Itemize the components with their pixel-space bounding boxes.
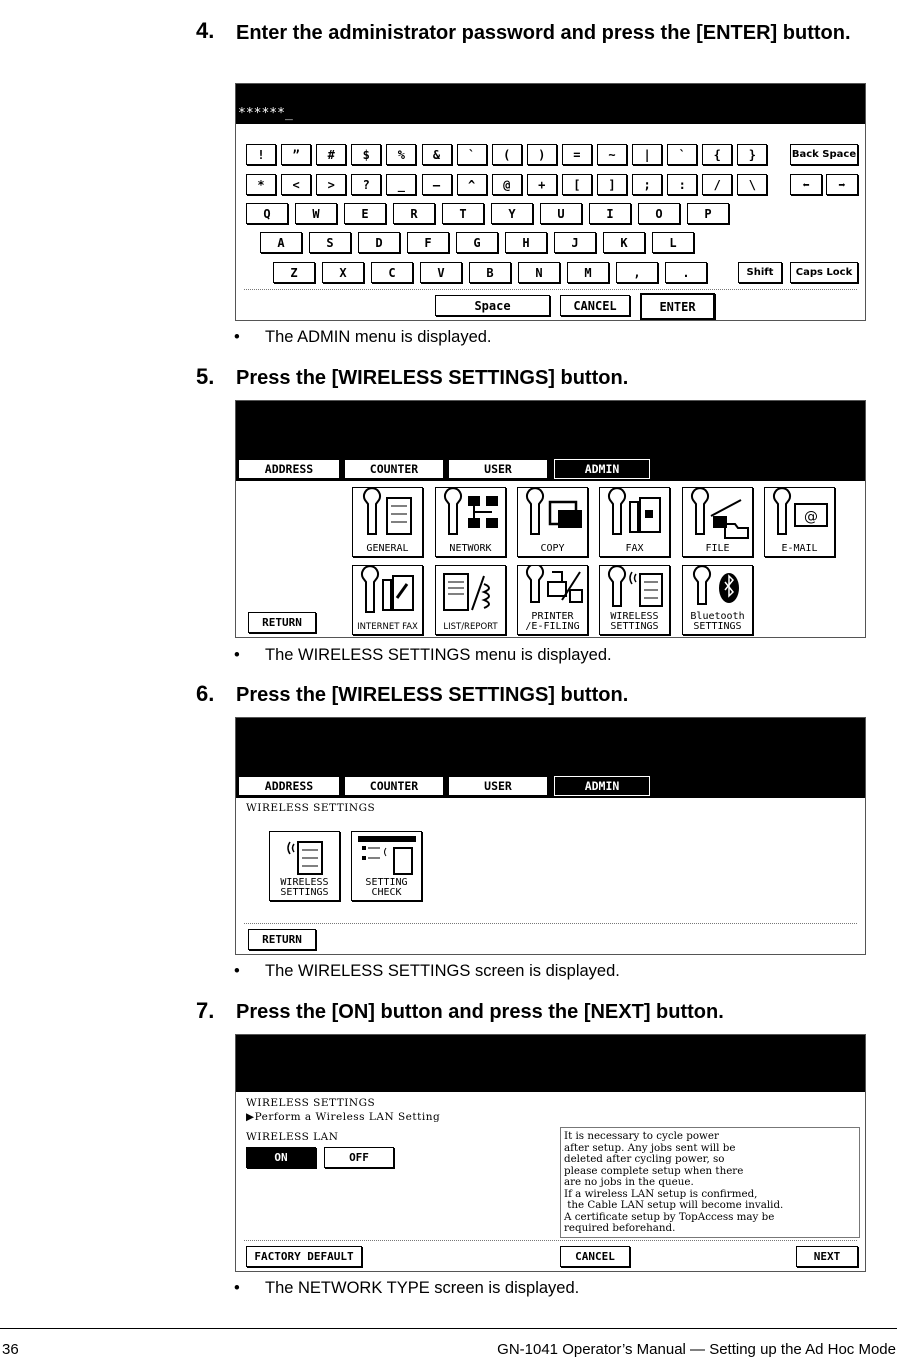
keyboard-key[interactable]: D <box>358 232 400 253</box>
keyboard-key[interactable]: J <box>554 232 596 253</box>
setting-check-label-2: CHECK <box>371 887 402 898</box>
arrow-left-icon: ⬅ <box>802 177 810 192</box>
step-4-result: • The ADMIN menu is displayed. <box>234 328 492 346</box>
arrow-right-icon: ➡ <box>838 177 846 192</box>
keyboard-key[interactable]: $ <box>351 144 381 165</box>
tab-admin[interactable]: ADMIN <box>554 776 650 796</box>
wireless-lan-screen <box>235 1034 866 1272</box>
setting-check-button[interactable] <box>351 831 422 901</box>
file-button[interactable] <box>682 487 753 557</box>
copy-label: COPY <box>540 543 565 554</box>
footer-title: GN-1041 Operator’s Manual — Setting up the Ad Hoc Mode <box>497 1341 896 1358</box>
wireless-label-2: SETTINGS <box>610 621 659 632</box>
step-4-text: Enter the administrator password and press the [ENTER] button. <box>236 22 851 44</box>
keyboard-key[interactable]: ! <box>246 144 276 165</box>
step-7-result: • The NETWORK TYPE screen is displayed. <box>234 1279 580 1297</box>
shift-key[interactable]: Shift <box>738 262 782 283</box>
keyboard-key[interactable]: K <box>603 232 645 253</box>
admin-menu-screen <box>235 400 866 638</box>
screen-subtitle: ▶Perform a Wireless LAN Setting <box>246 1111 441 1123</box>
tab-admin[interactable]: ADMIN <box>554 459 650 479</box>
keyboard-key[interactable]: E <box>344 203 386 224</box>
keyboard-key[interactable]: % <box>386 144 416 165</box>
step-5-number: 5. <box>196 364 215 389</box>
keyboard-key[interactable]: , <box>616 262 658 283</box>
internet-fax-label: INTERNET FAX <box>357 622 418 632</box>
general-button[interactable] <box>352 487 423 557</box>
screen-title: WIRELESS SETTINGS <box>246 1097 376 1109</box>
space-key[interactable]: Space <box>435 295 550 316</box>
keyboard-key[interactable]: C <box>371 262 413 283</box>
keyboard-key[interactable]: * <box>246 174 276 195</box>
keyboard-key[interactable]: ~ <box>597 144 627 165</box>
step-5-result: • The WIRELESS SETTINGS menu is displayed. <box>234 646 612 664</box>
file-label: FILE <box>705 543 730 554</box>
wireless-lan-label: WIRELESS LAN <box>246 1131 339 1143</box>
next-button[interactable]: NEXT <box>796 1246 858 1267</box>
keyboard-key[interactable]: } <box>737 144 767 165</box>
keyboard-key[interactable]: N <box>518 262 560 283</box>
keyboard-key[interactable]: M <box>567 262 609 283</box>
keyboard-key[interactable]: ? <box>351 174 381 195</box>
step-6-text: Press the [WIRELESS SETTINGS] button. <box>236 684 629 706</box>
right-arrow-key[interactable] <box>826 174 858 195</box>
keyboard-key[interactable]: R <box>393 203 435 224</box>
copy-button[interactable] <box>517 487 588 557</box>
setting-check-label-1: SETTING <box>365 877 408 888</box>
keyboard-key[interactable]: / <box>702 174 732 195</box>
keyboard-key[interactable]: [ <box>562 174 592 195</box>
step-6-result: • The WIRELESS SETTINGS screen is displayed. <box>234 962 620 980</box>
list-report-button[interactable] <box>435 565 506 635</box>
keyboard-screen <box>235 83 866 321</box>
step-5-text: Press the [WIRELESS SETTINGS] button. <box>236 367 629 389</box>
printer-efiling-button[interactable] <box>517 565 588 635</box>
keyboard-key[interactable]: ^ <box>457 174 487 195</box>
caps-lock-key[interactable]: Caps Lock <box>790 262 858 283</box>
wireless-settings-button[interactable] <box>269 831 340 901</box>
password-display: ******_ <box>238 106 293 121</box>
keyboard-key[interactable]: — <box>422 174 452 195</box>
keyboard-key[interactable]: & <box>422 144 452 165</box>
keyboard-key[interactable]: < <box>281 174 311 195</box>
fax-label: FAX <box>625 543 644 554</box>
keyboard-key[interactable]: V <box>420 262 462 283</box>
return-button[interactable]: RETURN <box>248 612 316 633</box>
tab-user[interactable]: USER <box>448 459 548 479</box>
keyboard-key[interactable]: S <box>309 232 351 253</box>
off-button[interactable]: OFF <box>324 1147 394 1168</box>
step-7-text: Press the [ON] button and press the [NEXT] button. <box>236 1001 724 1023</box>
footer-rule <box>0 1328 897 1329</box>
keyboard-key[interactable]: > <box>316 174 346 195</box>
svg-text:@: @ <box>804 509 818 525</box>
wireless-settings-button[interactable] <box>599 565 670 635</box>
keyboard-key[interactable]: O <box>638 203 680 224</box>
factory-default-button[interactable]: FACTORY DEFAULT <box>246 1246 362 1267</box>
wireless-label-2: SETTINGS <box>280 887 329 898</box>
on-button[interactable]: ON <box>246 1147 316 1168</box>
keyboard-key[interactable]: X <box>322 262 364 283</box>
keyboard-key[interactable]: P <box>687 203 729 224</box>
keyboard-key[interactable]: ] <box>597 174 627 195</box>
printer-label-2: /E-FILING <box>525 621 580 632</box>
keyboard-key[interactable]: L <box>652 232 694 253</box>
list-report-label: LIST/REPORT <box>443 622 498 632</box>
fax-button[interactable] <box>599 487 670 557</box>
cancel-key[interactable]: CANCEL <box>560 295 630 316</box>
keyboard-key[interactable]: \ <box>737 174 767 195</box>
keyboard-key[interactable]: # <box>316 144 346 165</box>
keyboard-key[interactable]: + <box>527 174 557 195</box>
tab-address[interactable]: ADDRESS <box>238 459 340 479</box>
keyboard-key[interactable]: G <box>456 232 498 253</box>
network-button[interactable] <box>435 487 506 557</box>
page-number: 36 <box>2 1341 19 1358</box>
keyboard-key[interactable]: U <box>540 203 582 224</box>
keyboard-key[interactable]: Q <box>246 203 288 224</box>
internet-fax-button[interactable] <box>352 565 423 635</box>
keyboard-key[interactable]: Y <box>491 203 533 224</box>
tab-counter[interactable]: COUNTER <box>344 776 444 796</box>
general-label: GENERAL <box>366 543 409 554</box>
keyboard-key[interactable]: . <box>665 262 707 283</box>
keyboard-key[interactable]: ) <box>527 144 557 165</box>
message-box <box>560 1127 860 1238</box>
keyboard-key[interactable]: H <box>505 232 547 253</box>
keyboard-key[interactable]: ` <box>667 144 697 165</box>
keyboard-key[interactable]: T <box>442 203 484 224</box>
keyboard-key[interactable]: F <box>407 232 449 253</box>
return-button[interactable]: RETURN <box>248 929 316 950</box>
step-7-number: 7. <box>196 998 215 1023</box>
keyboard-key[interactable]: ` <box>457 144 487 165</box>
step-6-number: 6. <box>196 681 215 706</box>
keyboard-key[interactable]: W <box>295 203 337 224</box>
network-label: NETWORK <box>449 543 492 554</box>
screen-title: WIRELESS SETTINGS <box>246 802 376 814</box>
wireless-menu-screen <box>235 717 866 955</box>
password-bar <box>236 84 865 124</box>
keyboard-key[interactable]: _ <box>386 174 416 195</box>
wireless-label-1: WIRELESS <box>280 877 329 888</box>
keyboard-key[interactable]: A <box>260 232 302 253</box>
wireless-label-1: WIRELESS <box>610 611 659 622</box>
header-bar <box>236 1035 865 1092</box>
bluetooth-settings-button[interactable] <box>682 565 753 635</box>
keyboard-key[interactable]: ” <box>281 144 311 165</box>
backspace-key[interactable]: Back Space <box>790 144 858 165</box>
keyboard-key[interactable]: @ <box>492 174 522 195</box>
cancel-button[interactable]: CANCEL <box>560 1246 630 1267</box>
keyboard-key[interactable]: ( <box>492 144 522 165</box>
keyboard-key[interactable]: Z <box>273 262 315 283</box>
printer-label-1: PRINTER <box>531 611 574 622</box>
keyboard-key[interactable]: I <box>589 203 631 224</box>
bluetooth-label-1: Bluetooth <box>690 611 745 622</box>
bluetooth-label-2: SETTINGS <box>693 621 742 632</box>
keyboard-key[interactable]: | <box>632 144 662 165</box>
message-text: It is necessary to cycle power after setup. Any jobs sent will be deleted after cycling power, so please complete setup when there are no jobs in the queue. If a wireless LAN setup is confirmed, the Cable LAN setup will become invalid. A certificate setup by TopAccess may be required beforehand. <box>564 1130 784 1234</box>
email-label: E-MAIL <box>781 543 818 554</box>
keyboard-key[interactable]: B <box>469 262 511 283</box>
tab-user[interactable]: USER <box>448 776 548 796</box>
keyboard-key[interactable]: ; <box>632 174 662 195</box>
keyboard-key[interactable]: : <box>667 174 697 195</box>
keyboard-key[interactable]: { <box>702 144 732 165</box>
email-button[interactable] <box>764 487 835 557</box>
step-4-number: 4. <box>196 18 215 43</box>
left-arrow-key[interactable] <box>790 174 822 195</box>
keyboard-key[interactable]: = <box>562 144 592 165</box>
enter-key[interactable]: ENTER <box>640 293 715 320</box>
tab-counter[interactable]: COUNTER <box>344 459 444 479</box>
tab-address[interactable]: ADDRESS <box>238 776 340 796</box>
